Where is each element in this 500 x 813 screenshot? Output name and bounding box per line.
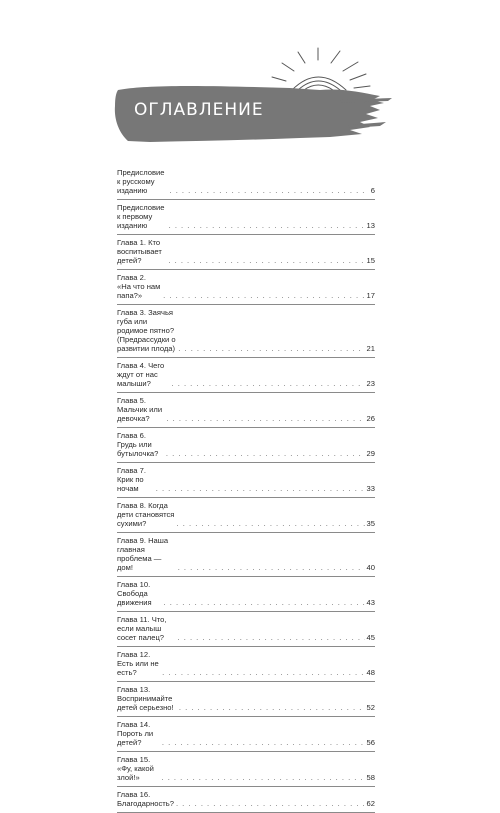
toc-entry-title: Глава 12. Есть или не есть? [117, 650, 159, 677]
toc-entry[interactable] [117, 612, 375, 647]
toc-entry[interactable] [117, 463, 375, 498]
dot-leader [163, 291, 364, 300]
dot-leader [176, 799, 365, 808]
toc-entry[interactable] [117, 428, 375, 463]
dot-leader [162, 738, 365, 747]
dot-leader [162, 668, 364, 677]
toc-entry[interactable] [117, 358, 375, 393]
toc-entry-title: Глава 13. Воспринимайте детей серьезно! [117, 685, 174, 712]
table-of-contents [117, 165, 375, 813]
dot-leader [172, 379, 365, 388]
toc-entry-page: 43 [366, 598, 375, 607]
toc-entry-page: 23 [366, 379, 375, 388]
dot-leader [161, 773, 364, 782]
dot-leader [179, 703, 365, 712]
toc-entry-title: Глава 1. Кто воспитывает детей? [117, 238, 162, 265]
dot-leader [177, 519, 365, 528]
toc-entry[interactable] [117, 787, 375, 813]
sun-icon [268, 48, 370, 90]
toc-entry-title: Глава 8. Когда дети становятся сухими? [117, 501, 175, 528]
toc-entry-page: 48 [366, 668, 375, 677]
toc-entry[interactable] [117, 235, 375, 270]
toc-entry-title: Предисловие к первому изданию [117, 203, 165, 230]
toc-entry-title: Глава 9. Наша главная проблема — дом! [117, 536, 169, 572]
toc-entry-title: Глава 5. Мальчик или девочка? [117, 396, 163, 423]
toc-entry-page: 40 [366, 563, 375, 572]
toc-entry-title: Глава 10. Свобода движения [117, 580, 152, 607]
toc-entry-page: 56 [366, 738, 375, 747]
toc-entry[interactable] [117, 752, 375, 787]
toc-entry[interactable] [117, 682, 375, 717]
dot-leader [178, 563, 365, 572]
toc-entry-page: 62 [366, 799, 375, 808]
toc-entry-page: 26 [366, 414, 375, 423]
toc-entry[interactable] [117, 577, 375, 612]
toc-entry-page: 6 [370, 186, 375, 195]
toc-entry-title: Глава 16. Благодарность? [117, 790, 174, 808]
toc-entry-page: 58 [366, 773, 375, 782]
toc-entry-title: Глава 11. Что, если малыш сосет палец? [117, 615, 167, 642]
dot-leader [168, 256, 364, 265]
dot-leader [178, 344, 364, 353]
toc-entry-page: 17 [366, 291, 375, 300]
toc-entry-page: 13 [366, 221, 375, 230]
toc-entry-title: Предисловие к русскому изданию [117, 168, 165, 195]
toc-entry[interactable] [117, 270, 375, 305]
dot-leader [169, 221, 365, 230]
toc-entry-page: 52 [366, 703, 375, 712]
toc-entry-page: 35 [366, 519, 375, 528]
toc-entry[interactable] [117, 165, 375, 200]
toc-entry-page: 21 [366, 344, 375, 353]
dot-leader [169, 186, 365, 195]
toc-entry-title: Глава 6. Грудь или бутылочка? [117, 431, 159, 458]
toc-entry-page: 15 [366, 256, 375, 265]
toc-entry-page: 33 [366, 484, 375, 493]
toc-entry[interactable] [117, 533, 375, 577]
toc-entry[interactable] [117, 647, 375, 682]
toc-entry-title: Глава 4. Чего ждут от нас малыши? [117, 361, 165, 388]
dot-leader [178, 633, 365, 642]
toc-entry-title: Глава 3. Заячья губа или родимое пятно? (Предрассудки о развитии плода) [117, 308, 176, 353]
toc-entry[interactable] [117, 393, 375, 428]
toc-entry-title: Глава 15. «Фу, какой злой!» [117, 755, 154, 782]
brush-stroke-sun-illustration [0, 0, 500, 160]
toc-entry[interactable] [117, 200, 375, 235]
toc-entry[interactable] [117, 717, 375, 752]
page-title: ОГЛАВЛЕНИЕ [134, 100, 264, 120]
toc-entry[interactable] [117, 305, 375, 358]
dot-leader [164, 598, 365, 607]
dot-leader [166, 414, 364, 423]
toc-entry-title: Глава 14. Пороть ли детей? [117, 720, 154, 747]
toc-entry-title: Глава 7. Крик по ночам [117, 466, 146, 493]
toc-entry[interactable] [117, 498, 375, 533]
toc-entry-title: Глава 2. «На что нам папа?» [117, 273, 161, 300]
dot-leader [166, 449, 365, 458]
toc-entry-page: 29 [366, 449, 375, 458]
toc-entry-page: 45 [366, 633, 375, 642]
dot-leader [156, 484, 365, 493]
